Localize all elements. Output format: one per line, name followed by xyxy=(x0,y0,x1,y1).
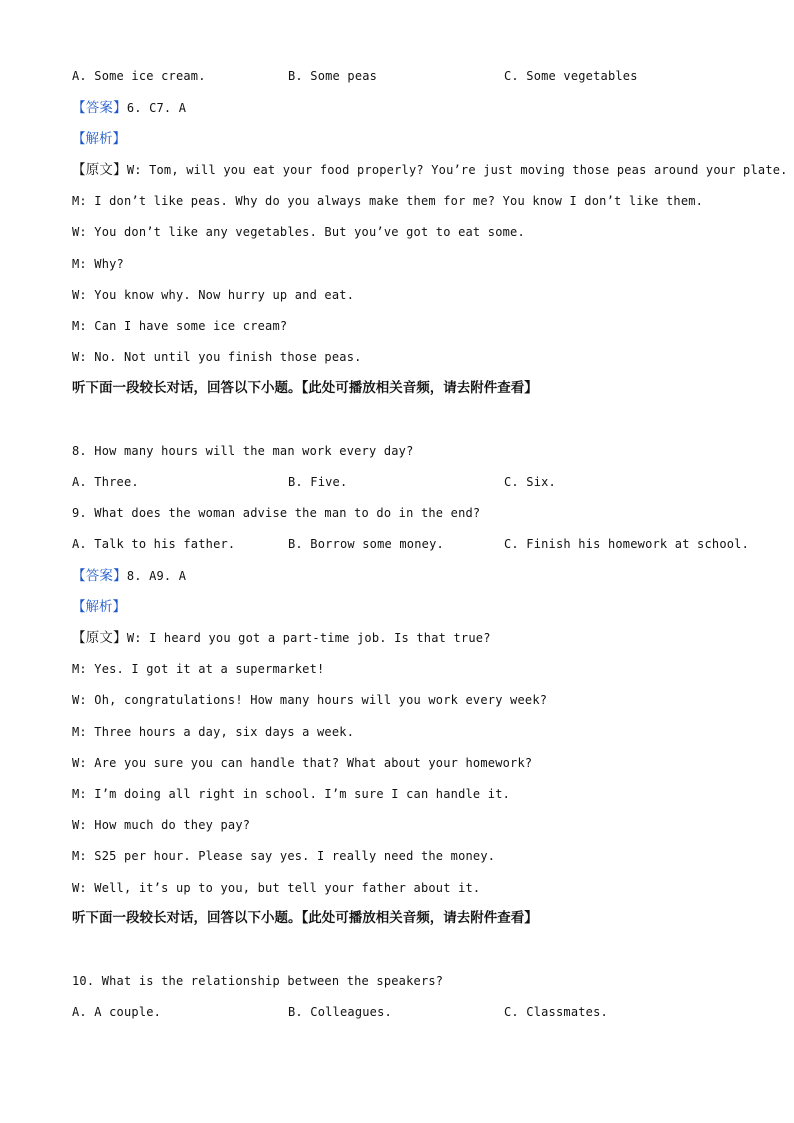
transcript1-line-5: M: Can I have some ice cream? xyxy=(72,319,288,333)
analysis-tag: 【解析】 xyxy=(72,131,126,147)
transcript2-line-0 xyxy=(72,628,734,648)
q10-option-a: A. A couple. xyxy=(72,1005,162,1019)
q8-option-b: B. Five. xyxy=(288,475,348,489)
q8-option-a: A. Three. xyxy=(72,475,139,489)
answer-tag: 【答案】 xyxy=(72,100,127,116)
transcript1-line-6: W: No. Not until you finish those peas. xyxy=(72,350,362,364)
transcript2-line-6: W: How much do they pay? xyxy=(72,818,251,832)
answer-text: 8. A9. A xyxy=(126,569,187,583)
instruction-line-2: 听下面一段较长对话，回答以下小题。【此处可播放相关音频，请去附件查看】 xyxy=(72,910,538,926)
transcript-tag: 【原文】 xyxy=(72,630,127,646)
transcript1-line-3: M: Why? xyxy=(72,257,124,271)
answer-line-2 xyxy=(72,566,734,586)
transcript2-line-2: W: Oh, congratulations! How many hours will you work every week? xyxy=(72,693,548,707)
answer-text: 6. C7. A xyxy=(126,101,187,115)
transcript2-line-3: M: Three hours a day, six days a week. xyxy=(72,725,355,739)
transcript1-line-0 xyxy=(72,160,788,180)
q7-option-b: B. Some peas xyxy=(288,69,378,83)
q9-options xyxy=(72,534,750,554)
transcript1-line-1: M: I don’t like peas. Why do you always make them for me? You know I don’t like them. xyxy=(72,194,704,208)
q8-options xyxy=(72,472,734,492)
q9-question: 9. What does the woman advise the man to do in the end? xyxy=(72,506,481,520)
transcript-tag: 【原文】 xyxy=(72,162,127,178)
q8-question: 8. How many hours will the man work every day? xyxy=(72,444,414,458)
q10-question: 10. What is the relationship between the speakers? xyxy=(72,974,444,988)
q7-options xyxy=(72,66,734,86)
transcript1-line-4: W: You know why. Now hurry up and eat. xyxy=(72,288,355,302)
analysis-line-1 xyxy=(72,129,734,149)
instruction-line-1: 听下面一段较长对话，回答以下小题。【此处可播放相关音频，请去附件查看】 xyxy=(72,380,538,396)
answer-tag: 【答案】 xyxy=(72,568,127,584)
q10-options xyxy=(72,1002,734,1022)
transcript2-line-1: M: Yes. I got it at a supermarket! xyxy=(72,662,325,676)
transcript2-line-8: W: Well, it’s up to you, but tell your father about it. xyxy=(72,881,481,895)
analysis-tag: 【解析】 xyxy=(72,599,126,615)
transcript2-line-5: M: I’m doing all right in school. I’m sure I can handle it. xyxy=(72,787,511,801)
analysis-line-2 xyxy=(72,597,734,617)
q7-option-c: C. Some vegetables xyxy=(504,69,638,83)
q10-option-b: B. Colleagues. xyxy=(288,1005,392,1019)
transcript-text: W: Tom, will you eat your food properly? You’re just moving those peas around your plate. xyxy=(126,163,788,177)
q10-option-c: C. Classmates. xyxy=(504,1005,608,1019)
transcript1-line-2: W: You don’t like any vegetables. But you’ve got to eat some. xyxy=(72,225,525,239)
q9-option-c: C. Finish his homework at school. xyxy=(504,537,750,551)
transcript2-line-4: W: Are you sure you can handle that? What about your homework? xyxy=(72,756,533,770)
q9-option-b: B. Borrow some money. xyxy=(288,537,444,551)
answer-line-1 xyxy=(72,98,734,118)
q7-option-a: A. Some ice cream. xyxy=(72,69,206,83)
q9-option-a: A. Talk to his father. xyxy=(72,537,236,551)
q8-option-c: C. Six. xyxy=(504,475,556,489)
transcript-text: W: I heard you got a part-time job. Is that true? xyxy=(126,631,491,645)
transcript2-line-7: M: S25 per hour. Please say yes. I really need the money. xyxy=(72,849,496,863)
